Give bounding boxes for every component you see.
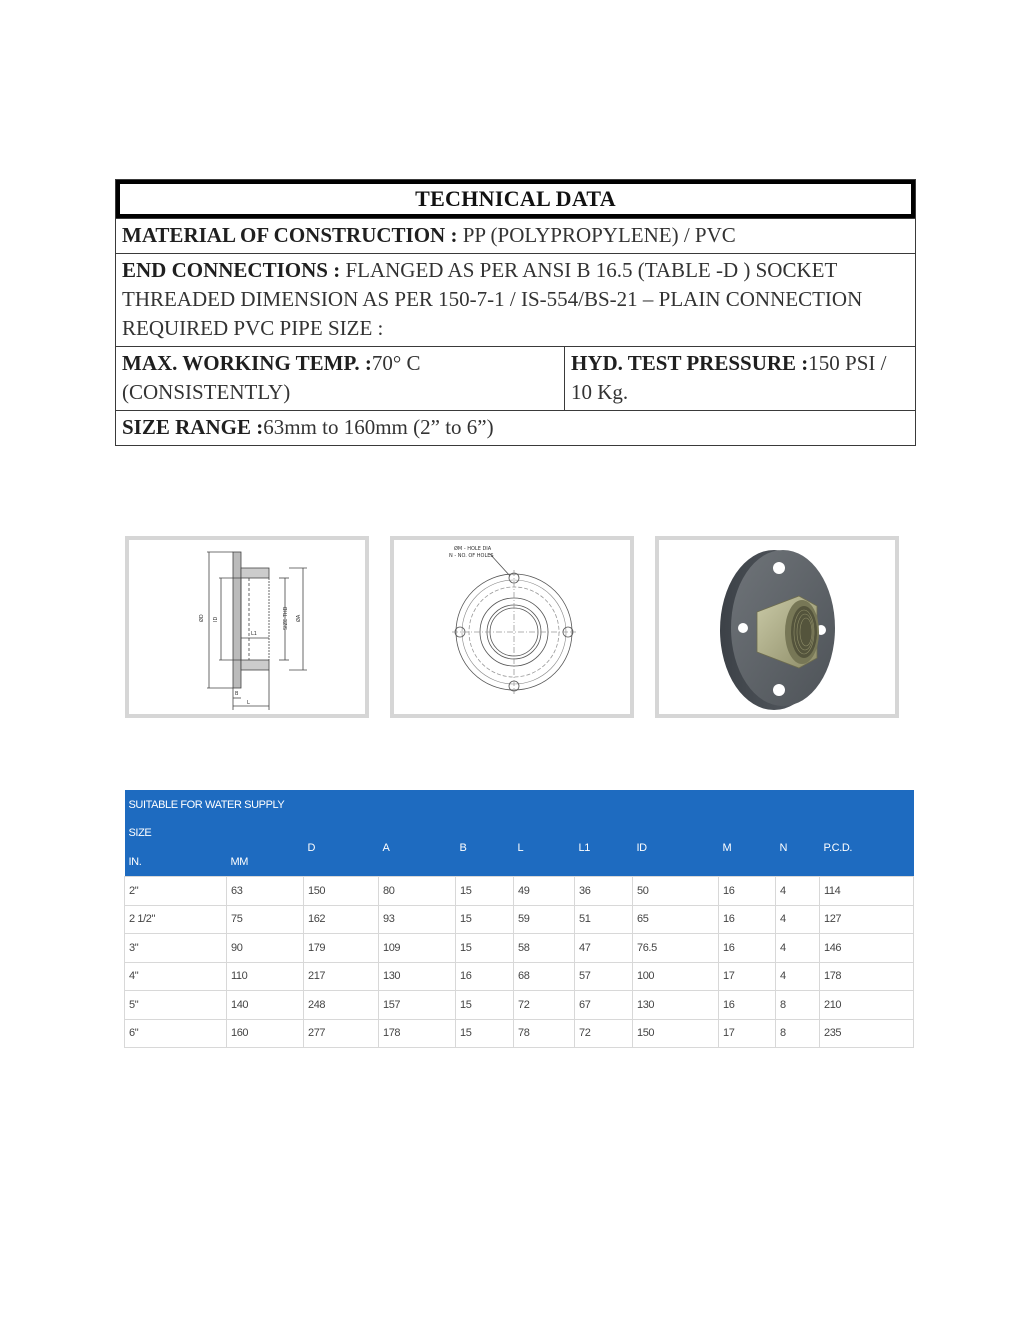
table-cell: 160 <box>227 1019 304 1048</box>
table-cell: 47 <box>575 934 633 963</box>
table-cell: 4" <box>125 962 227 991</box>
size-range-label: SIZE RANGE : <box>122 415 264 439</box>
table-row <box>125 1019 914 1048</box>
l-label: L <box>247 700 250 706</box>
table-cell: 8 <box>776 991 820 1020</box>
table-cell: 179 <box>304 934 379 963</box>
test-pressure-value: 150 PSI / 10 Kg. <box>571 351 887 404</box>
table-cell: 67 <box>575 991 633 1020</box>
header-id: ID <box>633 819 719 877</box>
header-pcd: P.C.D. <box>820 819 914 877</box>
table-cell: 16 <box>719 877 776 906</box>
technical-data-header <box>116 180 916 219</box>
table-cell: 146 <box>820 934 914 963</box>
table-cell: 8 <box>776 1019 820 1048</box>
table-cell: 80 <box>379 877 456 906</box>
table-cell: 72 <box>514 991 575 1020</box>
table-cell: 6" <box>125 1019 227 1048</box>
material-row <box>116 219 916 254</box>
holes-count-note: N - NO. OF HOLES <box>449 553 494 559</box>
table-cell: 93 <box>379 905 456 934</box>
table-cell: 17 <box>719 1019 776 1048</box>
table-cell: 140 <box>227 991 304 1020</box>
table-cell: 217 <box>304 962 379 991</box>
table-cell: 130 <box>633 991 719 1020</box>
table-cell: 78 <box>514 1019 575 1048</box>
table-cell: 4 <box>776 877 820 906</box>
od-label: ØD <box>199 614 205 622</box>
table-cell: 150 <box>633 1019 719 1048</box>
test-pressure-cell <box>565 347 916 411</box>
table-cell: 4 <box>776 934 820 963</box>
header-n: N <box>776 819 820 877</box>
front-view-svg <box>394 540 630 714</box>
table-cell: 90 <box>227 934 304 963</box>
table-cell: 277 <box>304 1019 379 1048</box>
table-cell: 2 1/2" <box>125 905 227 934</box>
table-cell: 15 <box>456 991 514 1020</box>
end-connections-row <box>116 254 916 347</box>
l1-label: L1 <box>251 631 257 637</box>
table-cell: 3" <box>125 934 227 963</box>
header-m: M <box>719 819 776 877</box>
table-row <box>125 962 914 991</box>
working-temp-label: MAX. WORKING TEMP. : <box>122 351 372 375</box>
table-row <box>125 991 914 1020</box>
table-cell: 72 <box>575 1019 633 1048</box>
header-l1: L1 <box>575 819 633 877</box>
table-cell: 4 <box>776 905 820 934</box>
table-cell: 59 <box>514 905 575 934</box>
table-row <box>125 934 914 963</box>
table-cell: 110 <box>227 962 304 991</box>
working-temp-value: 70° C (CONSISTENTLY) <box>122 351 421 404</box>
table-cell: 49 <box>514 877 575 906</box>
flange-side-section-drawing <box>125 536 369 718</box>
dimensions-header <box>125 790 914 877</box>
table-cell: 15 <box>456 905 514 934</box>
table-cell: 15 <box>456 1019 514 1048</box>
render-svg <box>659 540 895 714</box>
oa-label: ØA <box>296 614 302 622</box>
flange-3d-render <box>655 536 899 718</box>
working-temp-cell <box>116 347 565 411</box>
table-cell: 5" <box>125 991 227 1020</box>
technical-data-table <box>115 179 916 446</box>
table-cell: 162 <box>304 905 379 934</box>
id-label: ID <box>213 616 219 622</box>
dimensions-body <box>125 877 914 1048</box>
header-l: L <box>514 819 575 877</box>
test-pressure-label: HYD. TEST PRESSURE : <box>571 351 809 375</box>
b-label: B <box>235 691 239 697</box>
table-row <box>125 905 914 934</box>
dimensions-banner: SUITABLE FOR WATER SUPPLY <box>125 790 914 819</box>
table-cell: 4 <box>776 962 820 991</box>
table-cell: 58 <box>514 934 575 963</box>
table-cell: 235 <box>820 1019 914 1048</box>
table-cell: 15 <box>456 934 514 963</box>
table-row <box>125 877 914 906</box>
table-cell: 17 <box>719 962 776 991</box>
table-cell: 130 <box>379 962 456 991</box>
header-d: D <box>304 819 379 877</box>
table-cell: 248 <box>304 991 379 1020</box>
table-cell: 2" <box>125 877 227 906</box>
table-cell: 178 <box>379 1019 456 1048</box>
side-section-svg <box>129 540 365 714</box>
table-cell: 127 <box>820 905 914 934</box>
table-cell: 16 <box>719 905 776 934</box>
table-cell: 178 <box>820 962 914 991</box>
table-cell: 50 <box>633 877 719 906</box>
material-value: PP (POLYPROPYLENE) / PVC <box>457 223 736 247</box>
dimensions-table <box>124 790 914 1048</box>
material-label: MATERIAL OF CONSTRUCTION : <box>122 223 458 247</box>
table-cell: 114 <box>820 877 914 906</box>
table-cell: 51 <box>575 905 633 934</box>
table-cell: 16 <box>719 991 776 1020</box>
header-mm: MM <box>227 847 304 877</box>
flange-front-view-drawing <box>390 536 634 718</box>
technical-data-title: TECHNICAL DATA <box>119 183 912 215</box>
table-cell: 75 <box>227 905 304 934</box>
table-cell: 100 <box>633 962 719 991</box>
table-cell: 57 <box>575 962 633 991</box>
table-cell: 210 <box>820 991 914 1020</box>
table-cell: 16 <box>456 962 514 991</box>
size-range-row <box>116 411 916 446</box>
table-cell: 15 <box>456 877 514 906</box>
table-cell: 150 <box>304 877 379 906</box>
table-cell: 76.5 <box>633 934 719 963</box>
header-inch: IN. <box>125 847 227 877</box>
table-cell: 16 <box>719 934 776 963</box>
header-b: B <box>456 819 514 877</box>
table-cell: 36 <box>575 877 633 906</box>
end-connections-label: END CONNECTIONS : <box>122 258 341 282</box>
size-range-value: 63mm to 160mm (2” to 6”) <box>263 415 494 439</box>
hole-dia-note: ØM - HOLE DIA <box>454 546 492 552</box>
table-cell: 157 <box>379 991 456 1020</box>
table-cell: 65 <box>633 905 719 934</box>
table-cell: 68 <box>514 962 575 991</box>
table-cell: 63 <box>227 877 304 906</box>
end-connections-value: FLANGED AS PER ANSI B 16.5 (TABLE -D ) SOCKET THREADED DIMENSION AS PER 150-7-1 / IS-554/BS-21 – PLAIN CONNECTION REQUIRED PVC PIPE SIZE : <box>122 258 863 340</box>
size-group-header: SIZE <box>125 819 304 847</box>
size-thd-label: SIZE THD <box>283 606 289 630</box>
header-a: A <box>379 819 456 877</box>
table-cell: 109 <box>379 934 456 963</box>
